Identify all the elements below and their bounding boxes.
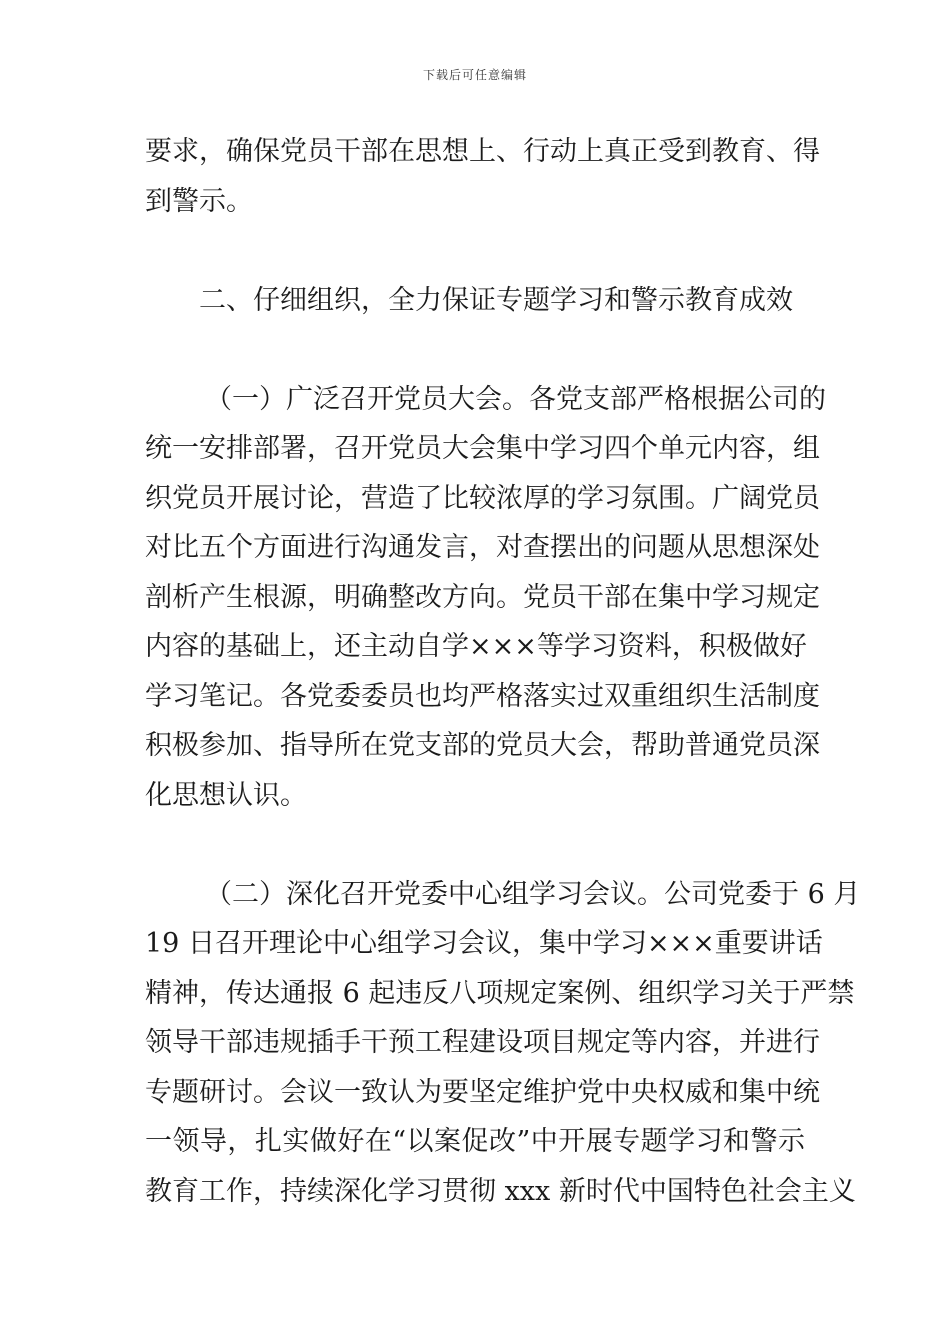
paragraph-continuation [145,127,820,226]
text-line: 教育工作，持续深化学习贯彻 xxx 新时代中国特色社会主义 [145,1175,856,1207]
text-line: 化思想认识。 [145,779,307,811]
paragraph-gap [145,226,805,276]
section-heading [145,276,805,326]
text-line: 内容的基础上，还主动自学×××等学习资料，积极做好 [145,631,807,662]
text-line: 要求，确保党员干部在思想上、行动上真正受到教育、得 [145,136,820,167]
text-line: 对比五个方面进行沟通发言，对查摆出的问题从思想深处 [145,532,820,563]
text-line: 积极参加、指导所在党支部的党员大会，帮助普通党员深 [145,730,820,761]
paragraph-party-meetings [145,375,826,821]
text-line: 剖析产生根源，明确整改方向。党员干部在集中学习规定 [145,581,820,613]
document-body [145,127,861,1216]
text-line: （二）深化召开党委中心组学习会议。公司党委于 6 月 [205,878,861,910]
text-line: 精神，传达通报 6 起违反八项规定案例、组织学习关于严禁 [145,977,855,1009]
text-line: 到警示。 [145,185,253,217]
text-line: 织党员开展讨论，营造了比较浓厚的学习氛围。广阔党员 [145,482,820,514]
text-line: 19 日召开理论中心组学习会议，集中学习×××重要讲话 [145,928,823,959]
page-header: 下载后可任意编辑 [422,68,527,82]
text-line: 学习笔记。各党委委员也均严格落实过双重组织生活制度 [145,680,820,712]
text-line: （一）广泛召开党员大会。各党支部严格根据公司的 [205,383,826,415]
paragraph-central-group-study [145,870,861,1217]
text-line: 专题研讨。会议一致认为要坚定维护党中央权威和集中统 [145,1076,820,1108]
text-line: 统一安排部署，召开党员大会集中学习四个单元内容，组 [145,433,820,464]
paragraph-gap [145,820,805,870]
text-line: 一领导，扎实做好在“以案促改”中开展专题学习和警示 [145,1126,805,1157]
text-line: 领导干部违规插手干预工程建设项目规定等内容，并进行 [145,1027,820,1058]
paragraph-gap [145,325,805,375]
heading-line: 二、仔细组织，全力保证专题学习和警示教育成效 [199,284,793,316]
